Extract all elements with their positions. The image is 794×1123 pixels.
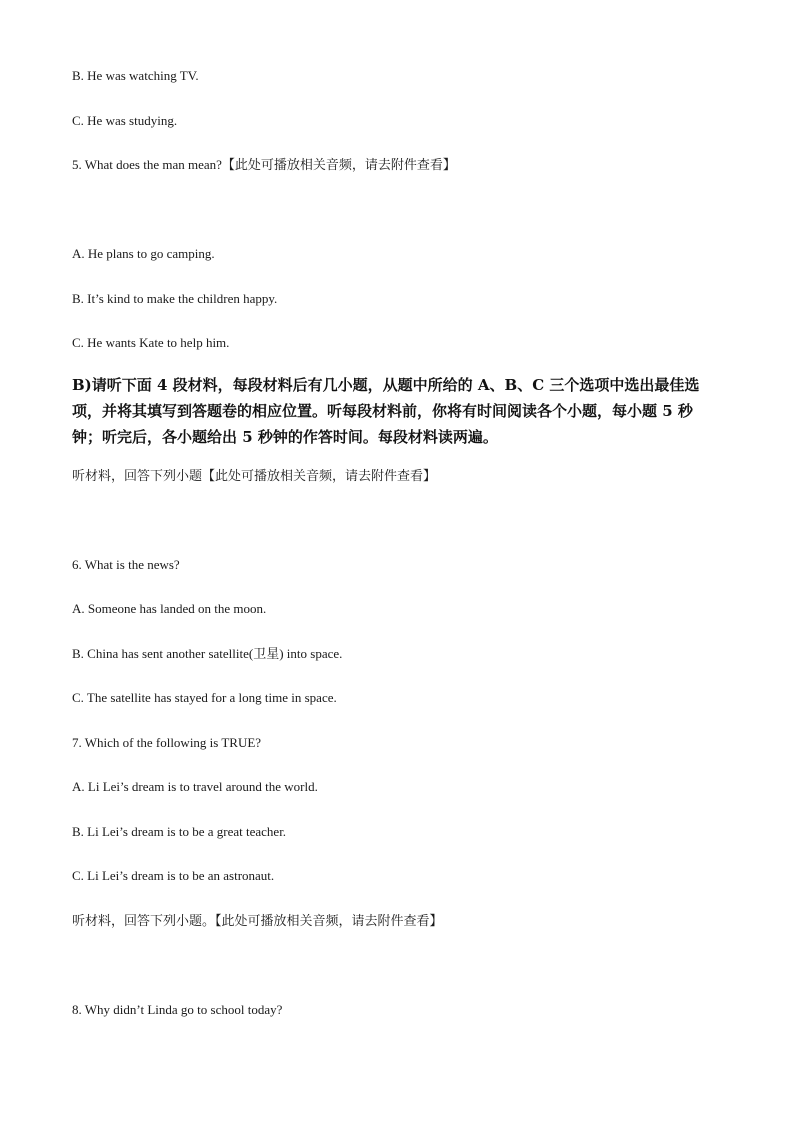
option-6a: A. Someone has landed on the moon. bbox=[72, 601, 267, 616]
listening-instruction-2: 听材料，回答下列小题。【此处可播放相关音频，请去附件查看】 bbox=[72, 913, 443, 928]
question-5: 5. What does the man mean?【此处可播放相关音频，请去附件查看】 bbox=[72, 157, 456, 172]
question-7: 7. Which of the following is TRUE? bbox=[72, 735, 262, 750]
option-5c: C. He wants Kate to help him. bbox=[72, 335, 230, 350]
option-7b: B. Li Lei’s dream is to be a great teacher. bbox=[72, 824, 287, 839]
option-5a: A. He plans to go camping. bbox=[72, 246, 215, 261]
option-7a: A. Li Lei’s dream is to travel around the world. bbox=[72, 779, 318, 794]
option-6b: B. China has sent another satellite(卫星) into space. bbox=[72, 646, 343, 661]
question-8: 8. Why didn’t Linda go to school today? bbox=[72, 1002, 283, 1017]
section-b-instructions: B)请听下面 4 段材料，每段材料后有几小题，从题中所给的 A、B、C 三个选项中选出最佳选项，并将其填写到答题卷的相应位置。听每段材料前，你将有时间阅读各个小题，每小题 5 秒钟；听完后，各小题给出 5 秒钟的作答时间。每段材料读两遍。 bbox=[72, 376, 700, 446]
option-4c: C. He was studying. bbox=[72, 113, 178, 128]
option-6c: C. The satellite has stayed for a long time in space. bbox=[72, 690, 337, 705]
option-7c: C. Li Lei’s dream is to be an astronaut. bbox=[72, 868, 275, 883]
listening-instruction-1: 听材料，回答下列小题【此处可播放相关音频，请去附件查看】 bbox=[72, 468, 437, 483]
question-6: 6. What is the news? bbox=[72, 557, 180, 572]
option-4b: B. He was watching TV. bbox=[72, 68, 199, 83]
option-5b: B. It’s kind to make the children happy. bbox=[72, 291, 278, 306]
